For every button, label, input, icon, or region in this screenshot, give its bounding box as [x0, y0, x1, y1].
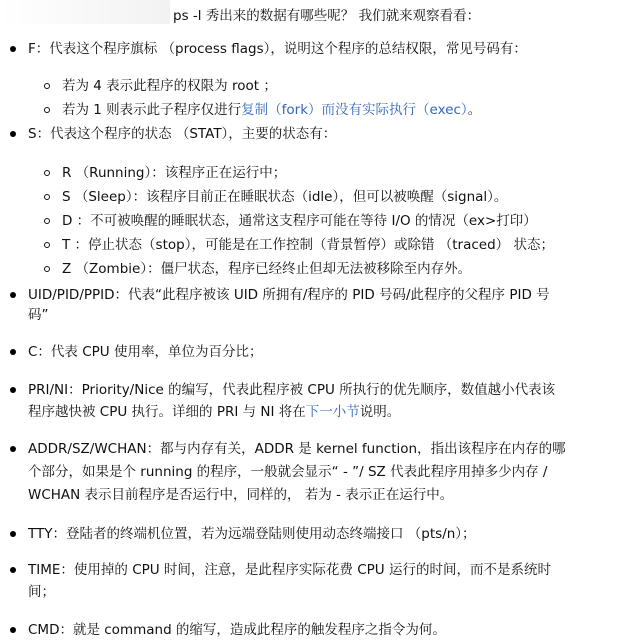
item-uid-line2: 码”: [28, 307, 49, 323]
item-s-running: R （Running）：该程序正在运行中；: [62, 165, 287, 181]
item-c: C：代表 CPU 使用率，单位为百分比；: [28, 344, 263, 360]
bullet-dot: [10, 292, 16, 298]
item-f: F：代表这个程序旗标 （process flags），说明这个程序的总结权限，常见号码有：: [28, 41, 527, 57]
item-s-sleep: S （Sleep）：该程序目前正在睡眠状态（idle），但可以被唤醒（signal）。: [62, 189, 508, 205]
bullet-dot: [10, 627, 16, 633]
circle-bullet: [44, 266, 50, 272]
item-s-zombie: Z （Zombie）：僵尸状态，程序已经终止但却无法被移除至内存外。: [62, 261, 472, 277]
item-addr-line3: WCHAN 表示目前程序是否运行中，同样的， 若为 - 表示正在运行中。: [28, 487, 454, 503]
item-s: S：代表这个程序的状态 （STAT），主要的状态有：: [28, 126, 337, 142]
item-f-sub-fork-end: 。: [467, 102, 482, 118]
bullet-dot: [10, 446, 16, 452]
next-section-link[interactable]: 下一小节: [305, 404, 360, 420]
item-pri-line1: PRI/NI：Priority/Nice 的编写，代表此程序被 CPU 所执行的优先顺序，数值越小代表该: [28, 382, 556, 398]
item-time-line1: TIME：使用掉的 CPU 时间，注意，是此程序实际花费 CPU 运行的时间，而不是系统时: [28, 562, 551, 578]
item-uid-line1: UID/PID/PPID：代表“此程序被该 UID 所拥有/程序的 PID 号码/此程序的父程序 PID 号: [28, 287, 550, 303]
bullet-dot: [10, 46, 16, 52]
top-shade: [0, 0, 170, 24]
item-addr-line2: 个部分，如果是个 running 的程序，一般就会显示“ - ”/ SZ 代表此程序用掉多少内存 /: [28, 464, 548, 480]
item-tty: TTY：登陆者的终端机位置，若为远端登陆则使用动态终端接口 （pts/n）；: [28, 526, 476, 542]
circle-bullet: [44, 242, 50, 248]
item-pri-line2: [28, 403, 400, 421]
item-pri-line2-end: 说明。: [359, 404, 401, 420]
item-pri-line2-text: 程序越快被 CPU 执行。详细的 PRI 与 NI 将在: [28, 404, 306, 420]
bullet-dot: [10, 349, 16, 355]
circle-bullet: [44, 83, 50, 89]
item-time-line2: 间；: [28, 584, 55, 600]
item-f-sub-fork: [62, 101, 481, 119]
fork-exec-link[interactable]: 复制（fork）而没有实际执行（exec）: [241, 102, 468, 118]
circle-bullet: [44, 170, 50, 176]
bullet-dot: [10, 567, 16, 573]
section-heading: ps -l 秀出来的数据有哪些呢？ 我们就来观察看看：: [173, 8, 481, 24]
circle-bullet: [44, 218, 50, 224]
bullet-dot: [10, 131, 16, 137]
item-f-sub-root: 若为 4 表示此程序的权限为 root ；: [62, 78, 277, 94]
circle-bullet: [44, 194, 50, 200]
circle-bullet: [44, 107, 50, 113]
item-addr-line1: ADDR/SZ/WCHAN：都与内存有关，ADDR 是 kernel function，指出该程序在内存的哪: [28, 441, 566, 457]
item-f-sub-fork-text: 若为 1 则表示此子程序仅进行: [62, 102, 242, 118]
bullet-dot: [10, 531, 16, 537]
bullet-dot: [10, 387, 16, 393]
item-s-d: D ：不可被唤醒的睡眠状态，通常这支程序可能在等待 I/O 的情况（ex>打印）: [62, 213, 537, 229]
item-cmd: CMD：就是 command 的缩写，造成此程序的触发程序之指令为何。: [28, 622, 446, 638]
item-s-stop: T ：停止状态（stop），可能是在工作控制（背景暂停）或除错 （traced） 状态；: [62, 237, 554, 253]
